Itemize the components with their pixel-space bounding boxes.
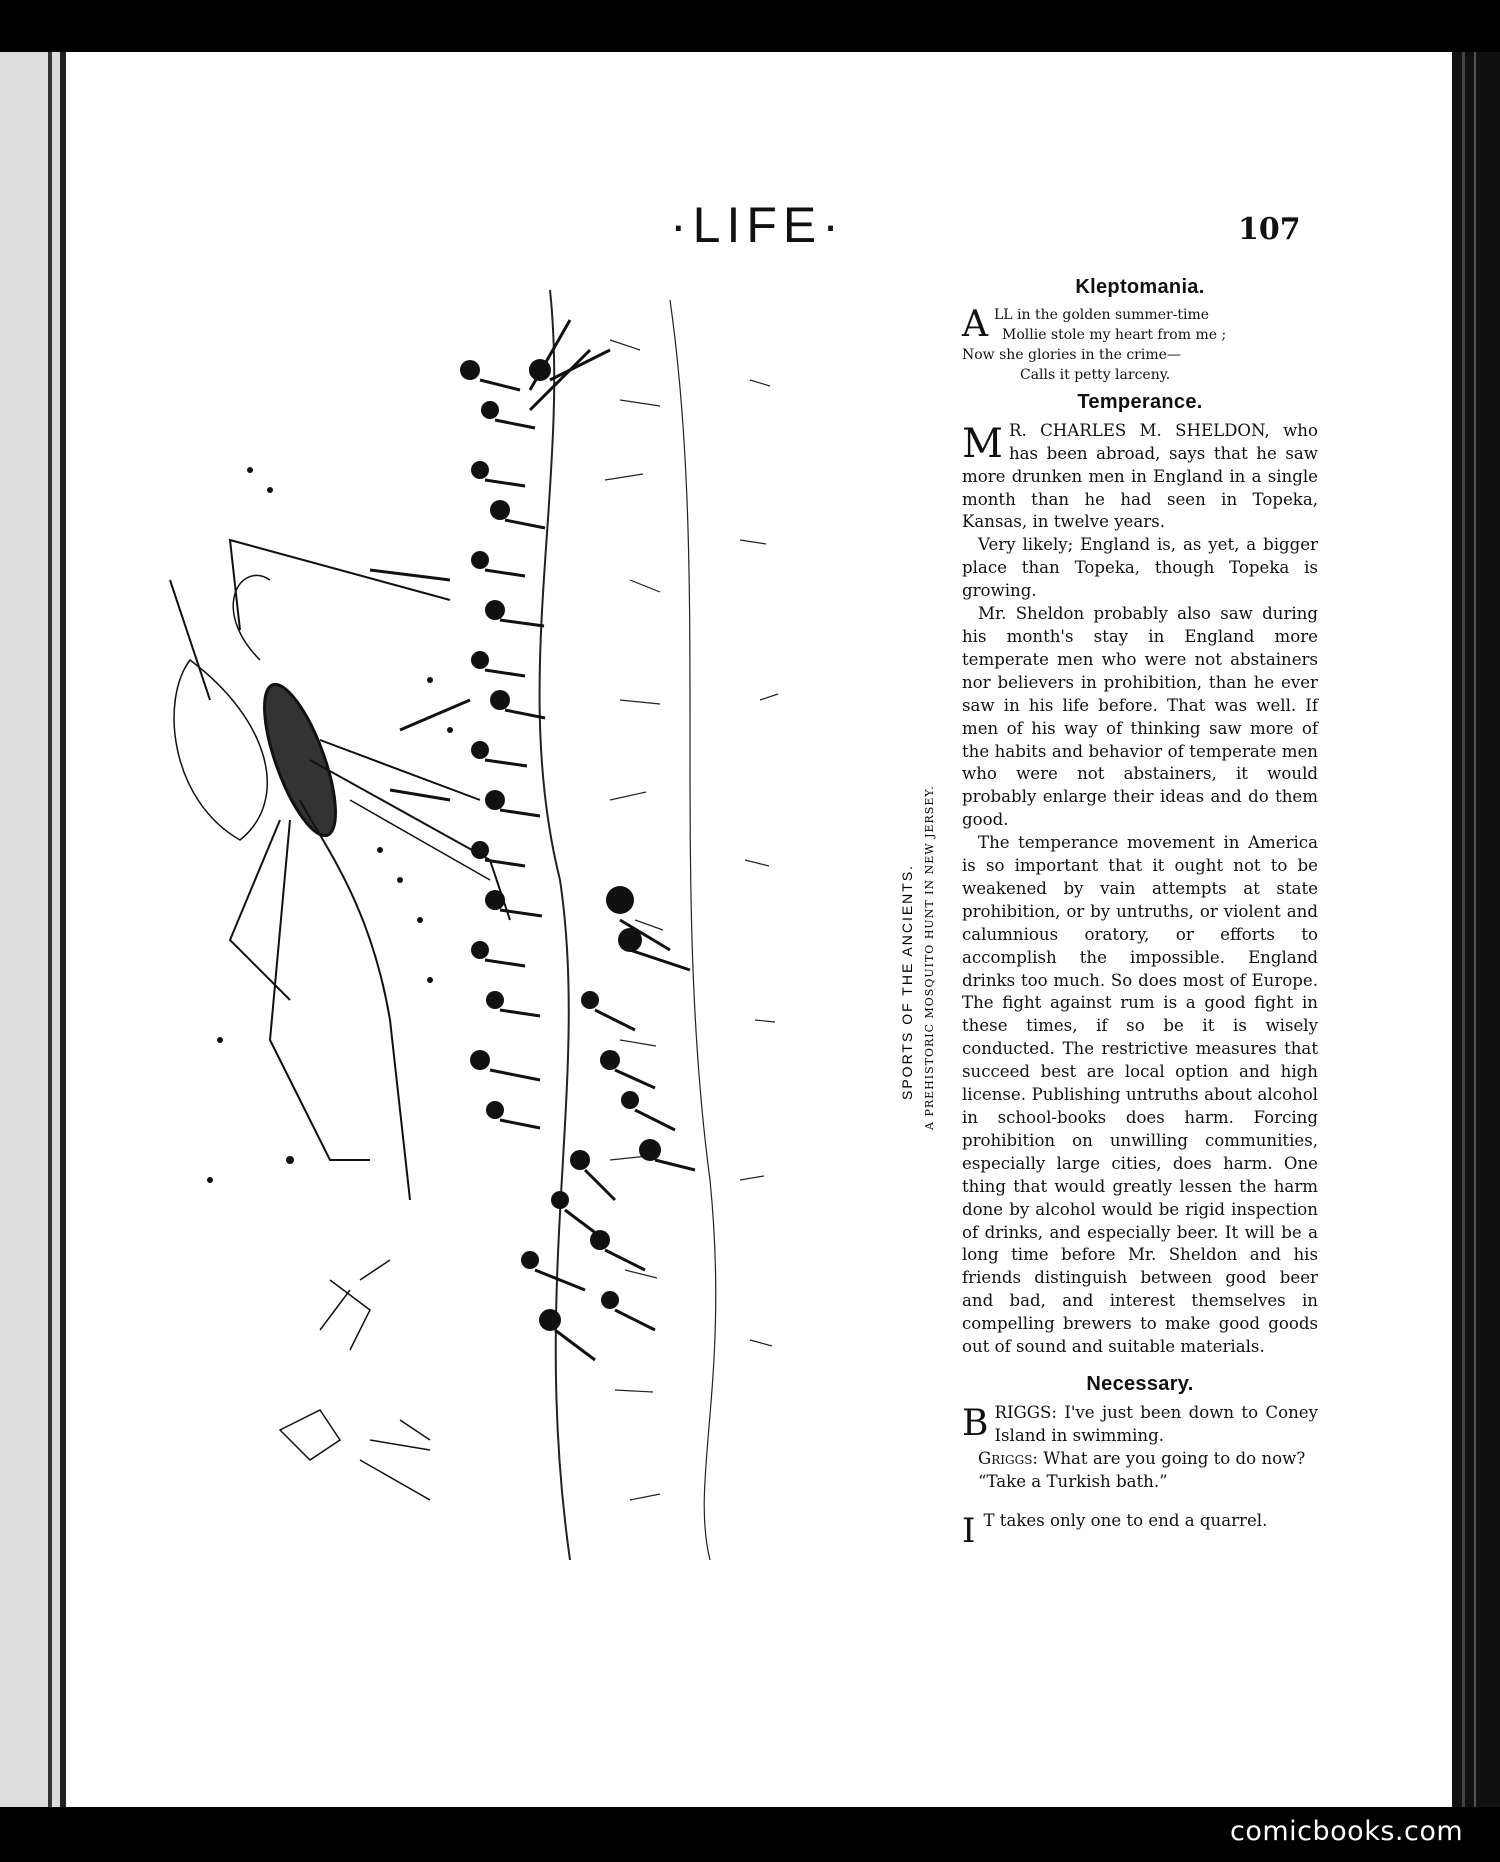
poem-line: Mollie stole my heart from me ; bbox=[1002, 326, 1227, 343]
necessary-dialogue: BRIGGS: I've just been down to Coney Island in swimming. bbox=[962, 1402, 1318, 1445]
scan-right-edge bbox=[1452, 52, 1500, 1807]
quip-dropcap: I bbox=[962, 1510, 976, 1551]
scan-left-edge bbox=[0, 52, 63, 1807]
necessary-dropcap: B bbox=[962, 1402, 989, 1444]
necessary-dialogue: “Take a Turkish bath.” bbox=[978, 1471, 1168, 1491]
quip-line: I T takes only one to end a quarrel. bbox=[962, 1510, 1268, 1551]
temperance-paragraph: Mr. Sheldon probably also saw during his month's stay in England more temperate men who were not abstainers nor believers in prohibition, than he ever saw in his life before. That was well. If men of his way of thinking saw more of the habits and behavior of temperate men who were not abstainers, it would probably enlarge their ideas and do them good. bbox=[962, 604, 1318, 830]
temperance-paragraph: The temperance movement in America is so important that it ought not to be weakened by vain attempts at state prohibition, or by untruths, or violent and calumnious oratory, or efforts to accomplish the impossible. England drinks too much. So does most of Europe. The fight against rum is a good fight in these times, if so be it is wisely conducted. The restrictive measures that succeed best are local option and high license. Publishing untruths about alcohol in school-books does harm. Forcing prohibition on unwilling communities, especially large cities, does harm. One thing that would greatly lessen the harm done by alcohol would be rigid inspection of drinks, and especially beer. It will be a long time before Mr. Sheldon and his friends distinguish between good beer and bad, and interest themselves in compelling brewers to make good goods out of sound and suitable materials. bbox=[962, 833, 1318, 1357]
mosquito-hunt-illustration bbox=[150, 280, 810, 1570]
caption-title: SPORTS OF THE ANCIENTS. bbox=[899, 863, 915, 1100]
necessary-dialogue: Griggs: What are you going to do now? bbox=[978, 1448, 1306, 1468]
site-watermark: comicbooks.com bbox=[1230, 1816, 1464, 1847]
temperance-paragraph: Very likely; England is, as yet, a bigger place than Topeka, though Topeka is growing. bbox=[962, 535, 1318, 601]
temperance-dropcap: M bbox=[962, 420, 1003, 467]
temperance-paragraph: M R. CHARLES M. SHELDON, who has been abroad, says that he saw more drunken men in England in a single month than he had seen in Topeka, Kansas, in twelve years. bbox=[962, 420, 1318, 532]
page-number: 107 bbox=[1238, 212, 1301, 247]
temperance-heading: Temperance. bbox=[1077, 390, 1203, 413]
kleptomania-dropcap: A bbox=[962, 303, 988, 345]
text-column bbox=[962, 270, 1318, 1551]
giant-mosquito bbox=[170, 540, 510, 1200]
poem-line: LL in the golden summer-time bbox=[994, 306, 1210, 323]
masthead: ·LIFE· bbox=[670, 197, 845, 253]
caption-subtitle: A PREHISTORIC MOSQUITO HUNT IN NEW JERSEY. bbox=[923, 785, 936, 1130]
hunters-crowd bbox=[460, 359, 661, 1331]
ground-band bbox=[540, 290, 778, 1560]
poem-line: Now she glories in the crime— bbox=[962, 346, 1181, 363]
small-mosquito bbox=[280, 1260, 430, 1500]
illustration-caption bbox=[895, 780, 945, 1140]
poem-line: Calls it petty larceny. bbox=[1020, 366, 1171, 383]
necessary-heading: Necessary. bbox=[1086, 1372, 1194, 1395]
kleptomania-heading: Kleptomania. bbox=[1075, 276, 1205, 298]
kleptomania-poem bbox=[962, 305, 1318, 385]
